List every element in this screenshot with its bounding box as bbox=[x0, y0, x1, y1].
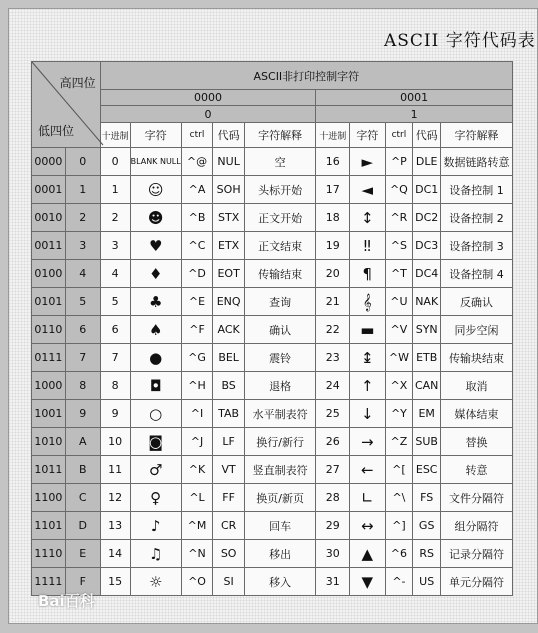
dec-cell: 29 bbox=[316, 512, 350, 540]
dec-cell: 22 bbox=[316, 316, 350, 344]
ctrl-cell: ^L bbox=[181, 484, 213, 512]
ctrl-cell: ^R bbox=[385, 204, 413, 232]
desc-cell: 水平制表符 bbox=[244, 400, 315, 428]
code-cell: ETB bbox=[413, 344, 441, 372]
dec-cell: 28 bbox=[316, 484, 350, 512]
code-cell: CR bbox=[213, 512, 245, 540]
ctrl-cell: ^K bbox=[181, 456, 213, 484]
ctrl-cell: ^Z bbox=[385, 428, 413, 456]
dec-cell: 16 bbox=[316, 148, 350, 176]
code-cell: SUB bbox=[413, 428, 441, 456]
code-cell: LF bbox=[213, 428, 245, 456]
row-hex: 7 bbox=[65, 344, 100, 372]
char-cell: ¶ bbox=[350, 260, 385, 288]
desc-cell: 记录分隔符 bbox=[441, 540, 513, 568]
dec-cell: 27 bbox=[316, 456, 350, 484]
char-cell: ☺ bbox=[130, 176, 181, 204]
dec-cell: 26 bbox=[316, 428, 350, 456]
row-hex: 8 bbox=[65, 372, 100, 400]
ctrl-cell: ^O bbox=[181, 568, 213, 596]
char-cell: ↔ bbox=[350, 512, 385, 540]
desc-cell: 反确认 bbox=[441, 288, 513, 316]
col0-ctrl-header: ctrl bbox=[181, 123, 213, 148]
dec-cell: 17 bbox=[316, 176, 350, 204]
ctrl-cell: ^T bbox=[385, 260, 413, 288]
char-cell: ♣ bbox=[130, 288, 181, 316]
ctrl-cell: ^] bbox=[385, 512, 413, 540]
desc-cell: 数据链路转意 bbox=[441, 148, 513, 176]
col1-code-header: 代码 bbox=[413, 123, 441, 148]
row-bin: 1001 bbox=[32, 400, 66, 428]
dec-cell: 8 bbox=[100, 372, 130, 400]
dec-cell: 14 bbox=[100, 540, 130, 568]
char-cell: ♂ bbox=[130, 456, 181, 484]
char-cell: ► bbox=[350, 148, 385, 176]
group-header: ASCII非打印控制字符 bbox=[100, 62, 512, 90]
code-cell: SOH bbox=[213, 176, 245, 204]
code-cell: BEL bbox=[213, 344, 245, 372]
row-bin: 0100 bbox=[32, 260, 66, 288]
ctrl-cell: ^B bbox=[181, 204, 213, 232]
col0-desc-header: 字符解释 bbox=[244, 123, 315, 148]
table-row bbox=[32, 176, 513, 204]
ctrl-cell: ^6 bbox=[385, 540, 413, 568]
col1-hex-header: 1 bbox=[316, 106, 513, 123]
ctrl-cell: ^\ bbox=[385, 484, 413, 512]
desc-cell: 单元分隔符 bbox=[441, 568, 513, 596]
dec-cell: 20 bbox=[316, 260, 350, 288]
ctrl-cell: ^M bbox=[181, 512, 213, 540]
code-cell: ENQ bbox=[213, 288, 245, 316]
desc-cell: 移入 bbox=[244, 568, 315, 596]
code-cell: DLE bbox=[413, 148, 441, 176]
ctrl-cell: ^A bbox=[181, 176, 213, 204]
ctrl-cell: ^V bbox=[385, 316, 413, 344]
row-hex: 9 bbox=[65, 400, 100, 428]
dec-cell: 30 bbox=[316, 540, 350, 568]
dec-cell: 3 bbox=[100, 232, 130, 260]
dec-cell: 24 bbox=[316, 372, 350, 400]
desc-cell: 退格 bbox=[244, 372, 315, 400]
code-cell: FS bbox=[413, 484, 441, 512]
code-cell: CAN bbox=[413, 372, 441, 400]
code-cell: NUL bbox=[213, 148, 245, 176]
col1-char-header: 字符 bbox=[350, 123, 385, 148]
dec-cell: 9 bbox=[100, 400, 130, 428]
low-bits-label: 低四位 bbox=[38, 124, 75, 138]
table-row bbox=[32, 484, 513, 512]
table-row bbox=[32, 512, 513, 540]
table-row bbox=[32, 428, 513, 456]
dec-cell: 10 bbox=[100, 428, 130, 456]
code-cell: RS bbox=[413, 540, 441, 568]
desc-cell: 传输结束 bbox=[244, 260, 315, 288]
code-cell: ESC bbox=[413, 456, 441, 484]
char-cell: ‼ bbox=[350, 232, 385, 260]
code-cell: TAB bbox=[213, 400, 245, 428]
row-bin: 1110 bbox=[32, 540, 66, 568]
code-cell: ETX bbox=[213, 232, 245, 260]
row-hex: 1 bbox=[65, 176, 100, 204]
char-cell: ▲ bbox=[350, 540, 385, 568]
code-cell: NAK bbox=[413, 288, 441, 316]
page-title: ASCII 字符代码表 bbox=[384, 31, 536, 51]
dec-cell: 21 bbox=[316, 288, 350, 316]
desc-cell: 媒体结束 bbox=[441, 400, 513, 428]
row-bin: 0110 bbox=[32, 316, 66, 344]
ctrl-cell: ^N bbox=[181, 540, 213, 568]
char-cell: ♫ bbox=[130, 540, 181, 568]
row-hex: A bbox=[65, 428, 100, 456]
table-row bbox=[32, 204, 513, 232]
char-cell: BLANK NULL bbox=[130, 148, 181, 176]
high-bits-label: 高四位 bbox=[59, 76, 96, 90]
char-cell: ○ bbox=[130, 400, 181, 428]
desc-cell: 设备控制 3 bbox=[441, 232, 513, 260]
dec-cell: 11 bbox=[100, 456, 130, 484]
desc-cell: 替换 bbox=[441, 428, 513, 456]
code-cell: EOT bbox=[213, 260, 245, 288]
row-bin: 0001 bbox=[32, 176, 66, 204]
row-bin: 0011 bbox=[32, 232, 66, 260]
table-row bbox=[32, 148, 513, 176]
char-cell: ↨ bbox=[350, 344, 385, 372]
ctrl-cell: ^G bbox=[181, 344, 213, 372]
char-cell: ▼ bbox=[350, 568, 385, 596]
row-hex: 5 bbox=[65, 288, 100, 316]
row-bin: 1010 bbox=[32, 428, 66, 456]
desc-cell: 竖直制表符 bbox=[244, 456, 315, 484]
table-row bbox=[32, 316, 513, 344]
code-cell: ACK bbox=[213, 316, 245, 344]
ctrl-cell: ^[ bbox=[385, 456, 413, 484]
code-cell: GS bbox=[413, 512, 441, 540]
desc-cell: 设备控制 1 bbox=[441, 176, 513, 204]
dec-cell: 5 bbox=[100, 288, 130, 316]
code-cell: SO bbox=[213, 540, 245, 568]
dec-cell: 2 bbox=[100, 204, 130, 232]
row-hex: 3 bbox=[65, 232, 100, 260]
ctrl-cell: ^Q bbox=[385, 176, 413, 204]
col1-desc-header: 字符解释 bbox=[441, 123, 513, 148]
code-cell: DC3 bbox=[413, 232, 441, 260]
row-hex: D bbox=[65, 512, 100, 540]
row-hex: 4 bbox=[65, 260, 100, 288]
char-cell: 𝄞 bbox=[350, 288, 385, 316]
char-cell: ↑ bbox=[350, 372, 385, 400]
code-cell: SYN bbox=[413, 316, 441, 344]
code-cell: DC1 bbox=[413, 176, 441, 204]
char-cell: ♠ bbox=[130, 316, 181, 344]
desc-cell: 组分隔符 bbox=[441, 512, 513, 540]
row-bin: 1100 bbox=[32, 484, 66, 512]
ctrl-cell: ^W bbox=[385, 344, 413, 372]
col0-code-header: 代码 bbox=[213, 123, 245, 148]
desc-cell: 空 bbox=[244, 148, 315, 176]
row-bin: 0010 bbox=[32, 204, 66, 232]
desc-cell: 正文结束 bbox=[244, 232, 315, 260]
col1-ctrl-header: ctrl bbox=[385, 123, 413, 148]
row-bin: 0111 bbox=[32, 344, 66, 372]
desc-cell: 同步空闲 bbox=[441, 316, 513, 344]
char-cell: ▬ bbox=[350, 316, 385, 344]
char-cell: ◄ bbox=[350, 176, 385, 204]
ctrl-cell: ^P bbox=[385, 148, 413, 176]
desc-cell: 确认 bbox=[244, 316, 315, 344]
col0-hex-header: 0 bbox=[100, 106, 316, 123]
desc-cell: 设备控制 2 bbox=[441, 204, 513, 232]
row-bin: 0101 bbox=[32, 288, 66, 316]
ctrl-cell: ^I bbox=[181, 400, 213, 428]
ctrl-cell: ^J bbox=[181, 428, 213, 456]
char-cell: ☻ bbox=[130, 204, 181, 232]
code-cell: FF bbox=[213, 484, 245, 512]
ctrl-cell: ^U bbox=[385, 288, 413, 316]
char-cell: ♦ bbox=[130, 260, 181, 288]
dec-cell: 23 bbox=[316, 344, 350, 372]
table-row bbox=[32, 568, 513, 596]
ascii-table bbox=[31, 61, 513, 596]
col1-dec-header: 十进制 bbox=[316, 123, 350, 148]
col0-bin-header: 0000 bbox=[100, 90, 316, 106]
code-cell: DC4 bbox=[413, 260, 441, 288]
desc-cell: 转意 bbox=[441, 456, 513, 484]
row-bin: 1000 bbox=[32, 372, 66, 400]
table-row bbox=[32, 232, 513, 260]
row-hex: C bbox=[65, 484, 100, 512]
dec-cell: 15 bbox=[100, 568, 130, 596]
ctrl-cell: ^S bbox=[385, 232, 413, 260]
ctrl-cell: ^C bbox=[181, 232, 213, 260]
ctrl-cell: ^D bbox=[181, 260, 213, 288]
row-hex: 2 bbox=[65, 204, 100, 232]
table-row bbox=[32, 372, 513, 400]
code-cell: US bbox=[413, 568, 441, 596]
dec-cell: 1 bbox=[100, 176, 130, 204]
row-bin: 1111 bbox=[32, 568, 66, 596]
desc-cell: 换页/新页 bbox=[244, 484, 315, 512]
dec-cell: 0 bbox=[100, 148, 130, 176]
dec-cell: 12 bbox=[100, 484, 130, 512]
desc-cell: 取消 bbox=[441, 372, 513, 400]
code-cell: STX bbox=[213, 204, 245, 232]
table-row bbox=[32, 288, 513, 316]
dec-cell: 25 bbox=[316, 400, 350, 428]
dec-cell: 31 bbox=[316, 568, 350, 596]
table-row bbox=[32, 540, 513, 568]
table-row bbox=[32, 400, 513, 428]
ctrl-cell: ^E bbox=[181, 288, 213, 316]
char-cell: ♀ bbox=[130, 484, 181, 512]
code-cell: DC2 bbox=[413, 204, 441, 232]
char-cell: ♪ bbox=[130, 512, 181, 540]
ctrl-cell: ^Y bbox=[385, 400, 413, 428]
table-row bbox=[32, 344, 513, 372]
code-cell: EM bbox=[413, 400, 441, 428]
char-cell: ↓ bbox=[350, 400, 385, 428]
desc-cell: 正文开始 bbox=[244, 204, 315, 232]
row-hex: F bbox=[65, 568, 100, 596]
desc-cell: 移出 bbox=[244, 540, 315, 568]
char-cell: → bbox=[350, 428, 385, 456]
char-cell: ☼ bbox=[130, 568, 181, 596]
char-cell: ← bbox=[350, 456, 385, 484]
ctrl-cell: ^- bbox=[385, 568, 413, 596]
watermark: Bai百科 bbox=[38, 592, 95, 610]
desc-cell: 震铃 bbox=[244, 344, 315, 372]
dec-cell: 18 bbox=[316, 204, 350, 232]
desc-cell: 设备控制 4 bbox=[441, 260, 513, 288]
dec-cell: 4 bbox=[100, 260, 130, 288]
char-cell: ∟ bbox=[350, 484, 385, 512]
char-cell: ◘ bbox=[130, 372, 181, 400]
desc-cell: 查询 bbox=[244, 288, 315, 316]
table-row bbox=[32, 456, 513, 484]
row-hex: 6 bbox=[65, 316, 100, 344]
dec-cell: 19 bbox=[316, 232, 350, 260]
row-bin: 0000 bbox=[32, 148, 66, 176]
ctrl-cell: ^F bbox=[181, 316, 213, 344]
desc-cell: 传输块结束 bbox=[441, 344, 513, 372]
char-cell: ● bbox=[130, 344, 181, 372]
desc-cell: 文件分隔符 bbox=[441, 484, 513, 512]
row-hex: B bbox=[65, 456, 100, 484]
dec-cell: 7 bbox=[100, 344, 130, 372]
ctrl-cell: ^X bbox=[385, 372, 413, 400]
desc-cell: 回车 bbox=[244, 512, 315, 540]
char-cell: ◙ bbox=[130, 428, 181, 456]
code-cell: SI bbox=[213, 568, 245, 596]
table-row bbox=[32, 260, 513, 288]
code-cell: BS bbox=[213, 372, 245, 400]
dec-cell: 6 bbox=[100, 316, 130, 344]
col1-bin-header: 0001 bbox=[316, 90, 513, 106]
ctrl-cell: ^H bbox=[181, 372, 213, 400]
header-corner bbox=[32, 62, 101, 148]
code-cell: VT bbox=[213, 456, 245, 484]
row-bin: 1011 bbox=[32, 456, 66, 484]
ctrl-cell: ^@ bbox=[181, 148, 213, 176]
col0-char-header: 字符 bbox=[130, 123, 181, 148]
row-hex: 0 bbox=[65, 148, 100, 176]
desc-cell: 头标开始 bbox=[244, 176, 315, 204]
desc-cell: 换行/新行 bbox=[244, 428, 315, 456]
row-bin: 1101 bbox=[32, 512, 66, 540]
char-cell: ↕ bbox=[350, 204, 385, 232]
row-hex: E bbox=[65, 540, 100, 568]
dec-cell: 13 bbox=[100, 512, 130, 540]
col0-dec-header: 十进制 bbox=[100, 123, 130, 148]
char-cell: ♥ bbox=[130, 232, 181, 260]
